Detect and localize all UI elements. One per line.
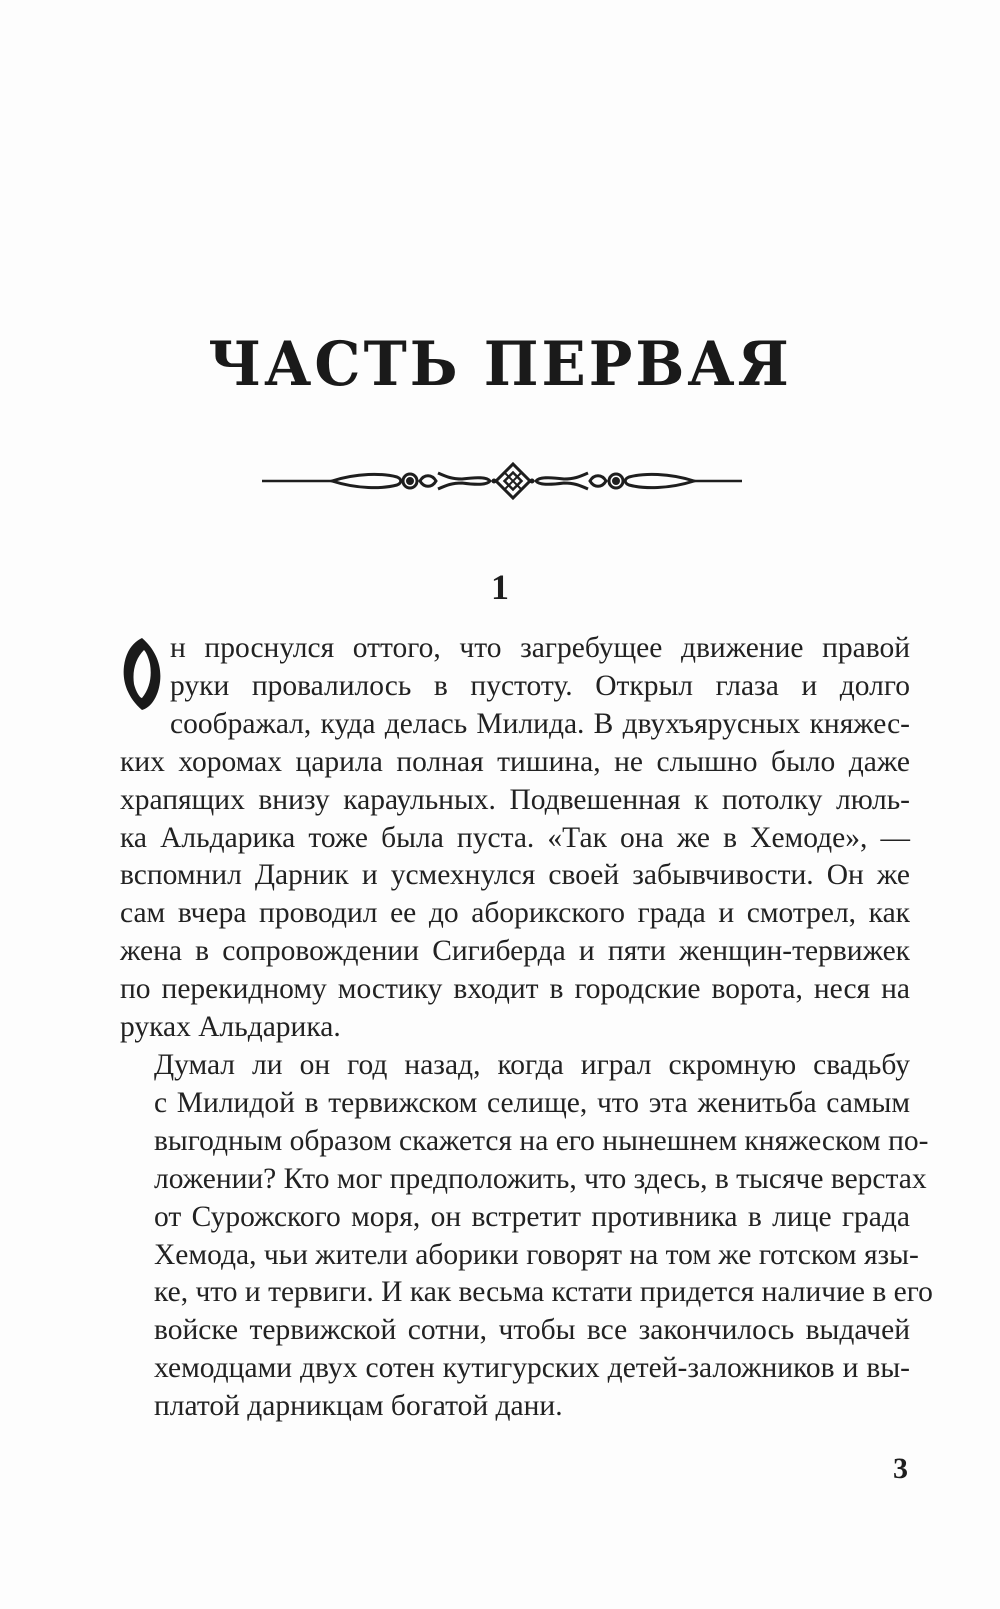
drop-cap-o-icon: [120, 636, 164, 712]
text-line: хемодцами двух сотен кутигурских детей-заложников и вы-: [154, 1352, 910, 1385]
text-line: вспомнил Дарник и усмехнулся своей забывчивости. Он же: [120, 859, 910, 892]
text-line: с Милидой в тервижском селище, что эта женитьба самым: [154, 1086, 910, 1119]
chapter-number: 1: [491, 567, 509, 607]
ornament-divider-icon: [262, 455, 742, 505]
text-line: ложении? Кто мог предположить, что здесь, в тысяче верстах: [154, 1162, 927, 1195]
page-number: 3: [893, 1452, 908, 1485]
part-title: ЧАСТЬ ПЕРВАЯ: [208, 328, 792, 400]
paragraph-2: [120, 1047, 933, 1426]
text-line: храпящих внизу караульных. Подвешенная к потолку люль-: [120, 783, 910, 816]
text-line: руках Альдарика.: [120, 1011, 341, 1044]
text-line: ких хоромах царила полная тишина, не слышно было даже: [120, 745, 910, 778]
text-line: ка Альдарика тоже была пуста. «Так она же в Хемоде», —: [120, 821, 910, 854]
text-line: ке, что и тервиги. И как весьма кстати придется наличие в его: [154, 1276, 933, 1309]
text-line: от Сурожского моря, он встретит противника в лице града: [154, 1200, 910, 1233]
body-text: [120, 630, 933, 1426]
text-line: н проснулся оттого, что загребущее движение правой: [170, 632, 910, 664]
text-line: сам вчера проводил ее до аборикского града и смотрел, как: [120, 897, 910, 930]
text-line: Думал ли он год назад, когда играл скромную свадьбу: [154, 1048, 910, 1081]
text-line: соображал, куда делась Милида. В двухъярусных княжес-: [170, 707, 910, 740]
text-line: выгодным образом скажется на его нынешнем княжеском по-: [154, 1124, 929, 1157]
text-line: жена в сопровождении Сигиберда и пяти женщин-тервижек: [120, 935, 910, 968]
text-line: Хемода, чьи жители аборики говорят на том же готском язы-: [154, 1238, 919, 1271]
paragraph-1: [120, 630, 910, 1047]
text-line: руки провалилось в пустоту. Открыл глаза и долго: [170, 669, 910, 702]
text-line: войске тервижской сотни, чтобы все закончилось выдачей: [154, 1314, 910, 1347]
text-line: по перекидному мостику входит в городские ворота, неся на: [120, 973, 910, 1006]
text-line: платой дарникцам богатой дани.: [154, 1390, 563, 1423]
